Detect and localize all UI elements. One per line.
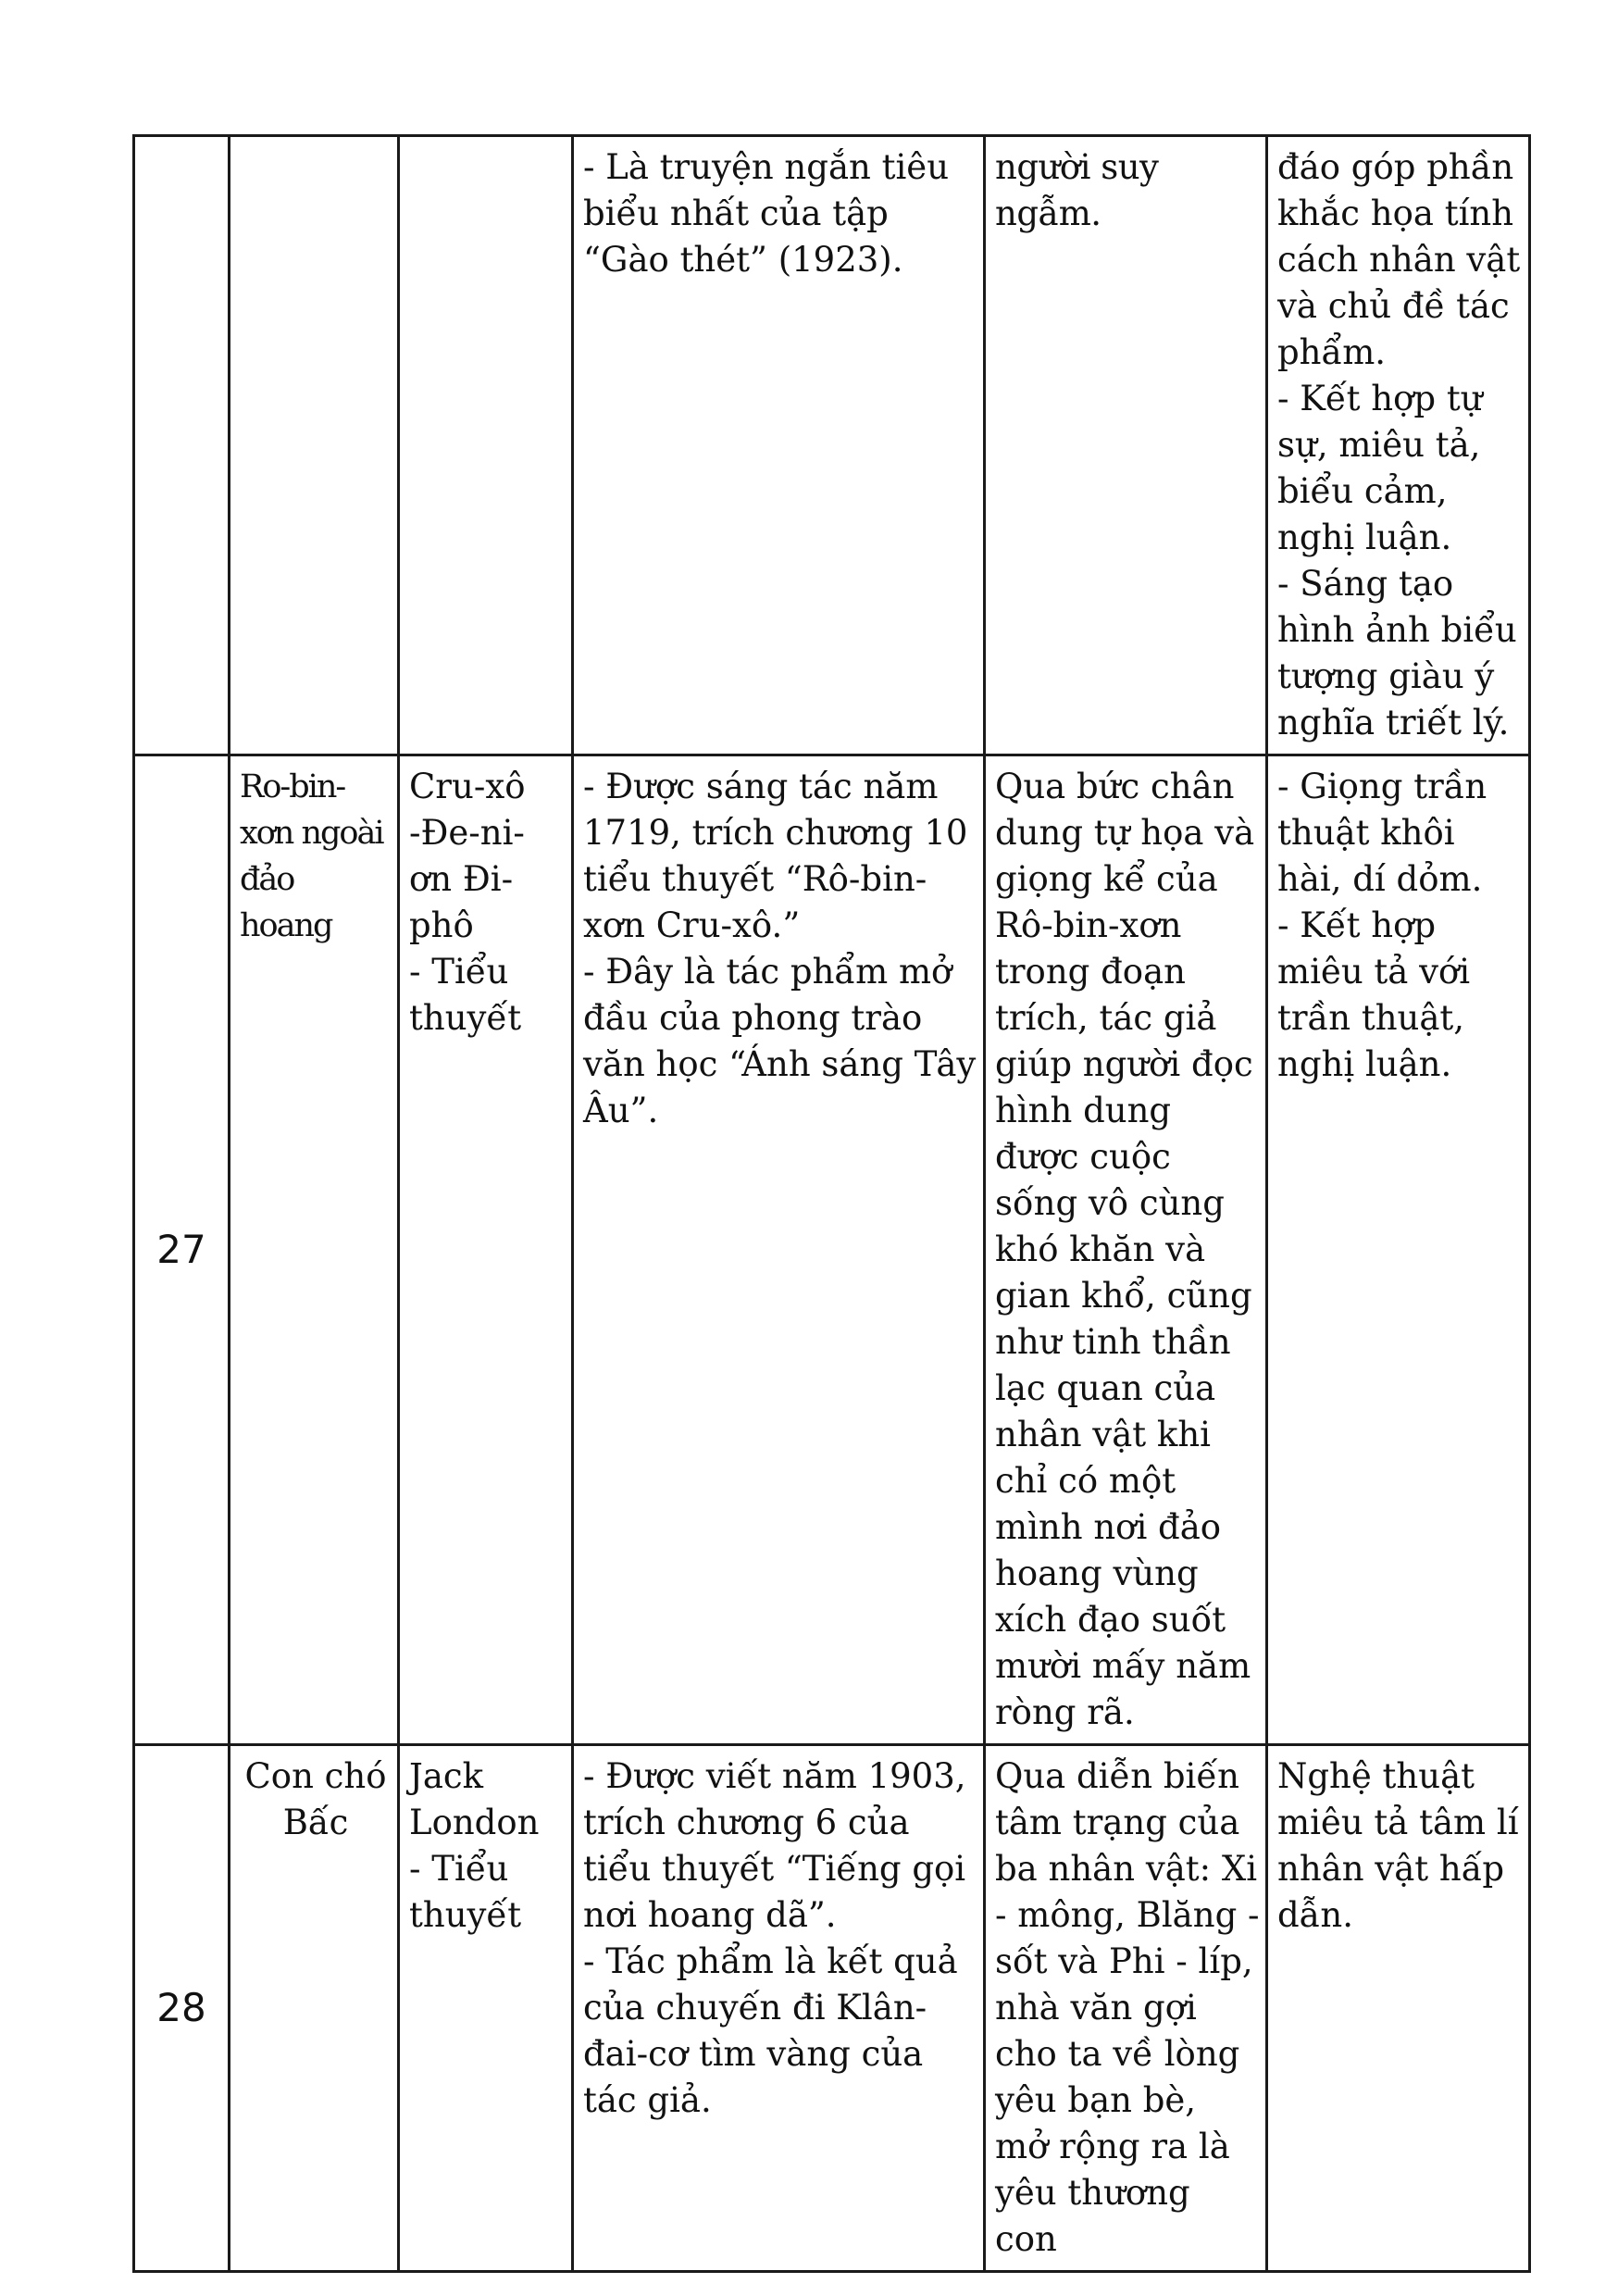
content-line: Qua bức chân dung tự họa và giọng kể của Rô-bin-xơn trong đoạn trích, tác giả giúp người đọc hình dung được cuộc sống vô cùng khó khăn và gian khổ, cũng như tinh thần lạc quan của nhân vật khi chỉ có một mình nơi đảo hoang vùng xích đạo suốt mười mấy năm ròng rã. bbox=[995, 767, 1255, 1732]
row-number-cell bbox=[134, 755, 230, 1745]
art-line: - Kết hợp miêu tả với trần thuật, nghị luận. bbox=[1277, 905, 1471, 1084]
context-line: - Được sáng tác năm 1719, trích chương 10 tiểu thuyết “Rô-bin-xơn Cru-xô.” bbox=[583, 767, 968, 945]
title-cell bbox=[230, 1745, 399, 2272]
row-number-cell bbox=[134, 136, 230, 755]
work-title: Ro-bin-xơn ngoài đảo hoang bbox=[240, 768, 383, 944]
table-row bbox=[134, 136, 1530, 755]
art-line: đáo góp phần khắc họa tính cách nhân vật và chủ đề tác phẩm. bbox=[1277, 147, 1521, 372]
art-line: - Giọng trần thuật khôi hài, dí dỏm. bbox=[1277, 767, 1487, 899]
context-line: - Là truyện ngắn tiêu biểu nhất của tập “Gào thét” (1923). bbox=[583, 147, 950, 280]
author-line: Jack London bbox=[409, 1756, 540, 1842]
row-number: 27 bbox=[156, 1227, 206, 1272]
author-cell bbox=[399, 1745, 573, 2272]
context-cell bbox=[573, 1745, 985, 2272]
context-line: - Được viết năm 1903, trích chương 6 của tiểu thuyết “Tiếng gọi nơi hoang dã”. bbox=[583, 1756, 966, 1935]
art-cell bbox=[1267, 755, 1530, 1745]
row-number-cell bbox=[134, 1745, 230, 2272]
art-line: - Sáng tạo hình ảnh biểu tượng giàu ý nghĩa triết lý. bbox=[1277, 564, 1517, 742]
row-number: 28 bbox=[156, 1985, 206, 2030]
work-title: Con chó Bấc bbox=[244, 1756, 387, 1842]
content-cell bbox=[985, 136, 1267, 755]
title-cell bbox=[230, 755, 399, 1745]
content-line: người suy ngẫm. bbox=[995, 147, 1159, 233]
table-row bbox=[134, 1745, 1530, 2272]
art-line: - Kết hợp tự sự, miêu tả, biểu cảm, nghị luận. bbox=[1277, 379, 1483, 557]
content-line: Qua diễn biến tâm trạng của ba nhân vật: Xi - mông, Blăng - sốt và Phi - líp, nhà văn gợi cho ta về lòng yêu bạn bè, mở rộng ra là yêu thương con bbox=[995, 1756, 1260, 2259]
author-cell bbox=[399, 755, 573, 1745]
context-line: - Đây là tác phẩm mở đầu của phong trào văn học “Ánh sáng Tây Âu”. bbox=[583, 952, 977, 1130]
author-cell bbox=[399, 136, 573, 755]
art-cell bbox=[1267, 1745, 1530, 2272]
literature-table bbox=[132, 134, 1531, 2273]
genre-line: - Tiểu thuyết bbox=[409, 952, 522, 1038]
table-row bbox=[134, 755, 1530, 1745]
art-line: Nghệ thuật miêu tả tâm lí nhân vật hấp dẫn. bbox=[1277, 1756, 1519, 1935]
context-cell bbox=[573, 755, 985, 1745]
author-line: -Đe-ni-ơn Đi-phô bbox=[409, 813, 525, 945]
content-cell bbox=[985, 1745, 1267, 2272]
art-cell bbox=[1267, 136, 1530, 755]
author-line: Cru-xô bbox=[409, 767, 526, 806]
genre-line: - Tiểu thuyết bbox=[409, 1849, 522, 1935]
content-cell bbox=[985, 755, 1267, 1745]
context-cell bbox=[573, 136, 985, 755]
title-cell bbox=[230, 136, 399, 755]
context-line: - Tác phẩm là kết quả của chuyến đi Klân-đai-cơ tìm vàng của tác giả. bbox=[583, 1941, 958, 2120]
